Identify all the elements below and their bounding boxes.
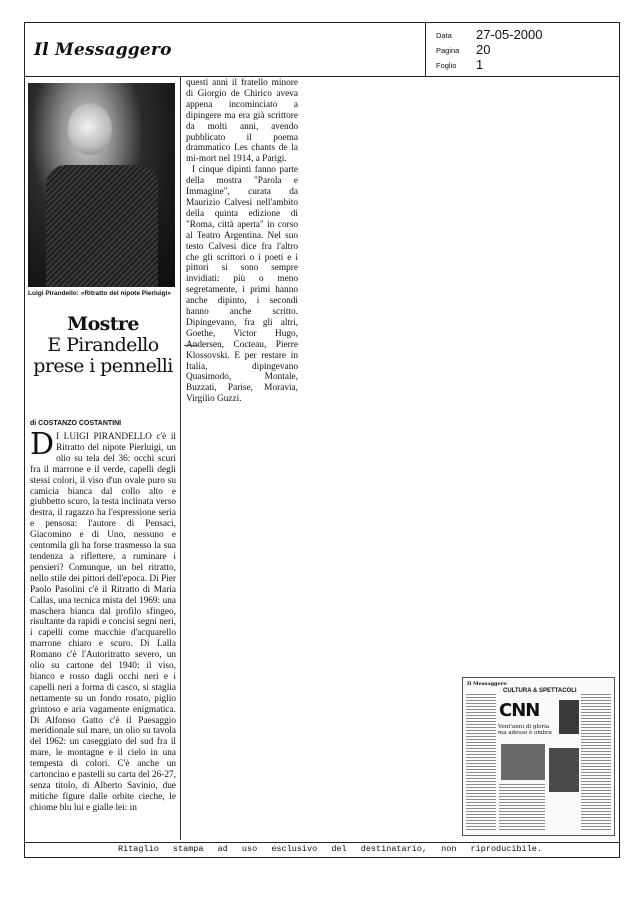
article-body-left: [30, 427, 176, 814]
article-headline: [28, 314, 178, 377]
meta-label-pagina: Pagina: [436, 46, 460, 55]
article-byline: di COSTANZO COSTANTINI: [30, 420, 122, 427]
meta-label-data: Data: [436, 31, 452, 40]
newspaper-logo: Il Messaggero: [34, 40, 172, 60]
headline-title: E Pirandello prese i pennelli: [33, 334, 173, 377]
thumbnail-title: CNN: [499, 700, 540, 721]
meta-label-foglio: Foglio: [436, 61, 457, 70]
thumbnail-column-right: [581, 694, 611, 830]
portrait-photo: [28, 83, 175, 287]
footer-notice: Ritaglio stampa ad uso esclusivo del destinatario, non riproducibile.: [118, 844, 542, 854]
thumbnail-photo-3: [549, 748, 579, 792]
drop-cap: D: [30, 427, 55, 462]
body-right-paragraph-1: questi anni il fratello minore di Giorgio de Chirico aveva appena incominciato a dipingere ma era già scrittore da molti anni, avendo pubblicato il poema drammatico Les chants de la mi-mort nel 1914, a Parigi.: [186, 78, 298, 165]
headline-kicker: Mostre: [67, 313, 139, 335]
body-left-text: I LUIGI PIRANDELLO c'è il Ritratto del nipote Pierluigi, un olio su tela del 36: occhi scuri fra il marrone e il verde, capelli degli stessi colori, il viso d'un ovale puro su camicia bianca dal collo alto e giubbetto scuro, la testa inclinata verso destra, il ragazzo ha l'espressione seria e pensosa: l'autore di Pensaci, Giacomino e di Uno, nessuno e centomila gli ha forse trasmesso la sua tendenza a riflettere, a ruminare i pensieri? Comunque, un bel ritratto, nello stile dei pittori dell'epoca. Di Pier Paolo Pasolini c'è il Ritratto di Maria Callas, una tecnica mista del 1969: una maschera bianca dal profilo sfingeo, risultante da rapidi e concisi segni neri, i capelli come macchie d'acquarello marrone chiaro e scuro. Di Lalla Romano c'è l'Autoritratto severo, un olio su cartone del 1940: il viso, bianco e rosso dagli occhi neri e i capelli neri a forma di casco, si staglia nettamente su un fondo rosato, piglio grintoso e aria vagamente enigmatica. Di Alfonso Gatto c'è il Paesaggio meridionale sul mare, un olio su tavola del 1962: un caseggiato del sud fra il mare, le montagne e il cielo in una tempesta di colori. C'è anche un cartoncino e pastelli su carta del 26-27, senza titolo, di Alberto Savinio, due mitiche figure dalle orbite cieche, le chiome blu lui e gialle lei: in: [30, 432, 176, 813]
page-thumbnail: [462, 677, 615, 836]
thumbnail-section: CULTURA & SPETTACOLI: [503, 688, 577, 694]
meta-value-foglio: 1: [476, 57, 484, 72]
thumbnail-photo-1: [559, 700, 579, 734]
thumbnail-masthead: Il Messaggero: [467, 681, 507, 687]
article-body-right: [186, 78, 298, 405]
photo-face: [68, 103, 112, 155]
photo-caption: Luigi Pirandello: «Ritratto del nipote Pierluigi»: [28, 290, 172, 297]
thumbnail-photo-2: [501, 744, 545, 780]
thumbnail-column-center: [499, 784, 545, 830]
meta-value-pagina: 20: [476, 42, 491, 57]
meta-value-data: 27-05-2000: [476, 27, 543, 42]
thumbnail-subtitle: Vent'anni di gloria ma adesso è ombra: [498, 724, 552, 736]
article-end-mark: [184, 345, 198, 346]
body-right-paragraph-2: I cinque dipinti fanno parte della mostra "Parola e Immagine", curata da Maurizio Calvesi nell'ambito della quinta edizione di "Roma, città aperta" in corso al Teatro Argentina. Nel suo testo Calvesi dice fra l'altro che gli scrittori o i poeti e i pittori si sono sempre invidiati: più o meno segretamente, i primi hanno anche dipinto, i secondi hanno anche scritto. Dipingevano, fra gli altri, Goethe, Victor Hugo, Andersen, Cocteau, Pierre Klossovski. E per restare in Italia, dipingevano Quasimodo, Montale, Buzzati, Parise, Moravia, Virgilio Guzzi.: [186, 165, 298, 405]
header-divider: [24, 76, 620, 77]
photo-jacket: [46, 165, 158, 287]
footer-divider: [24, 842, 620, 843]
thumbnail-column-left: [466, 694, 496, 830]
header-separator: [425, 22, 426, 76]
column-divider: [180, 76, 181, 840]
